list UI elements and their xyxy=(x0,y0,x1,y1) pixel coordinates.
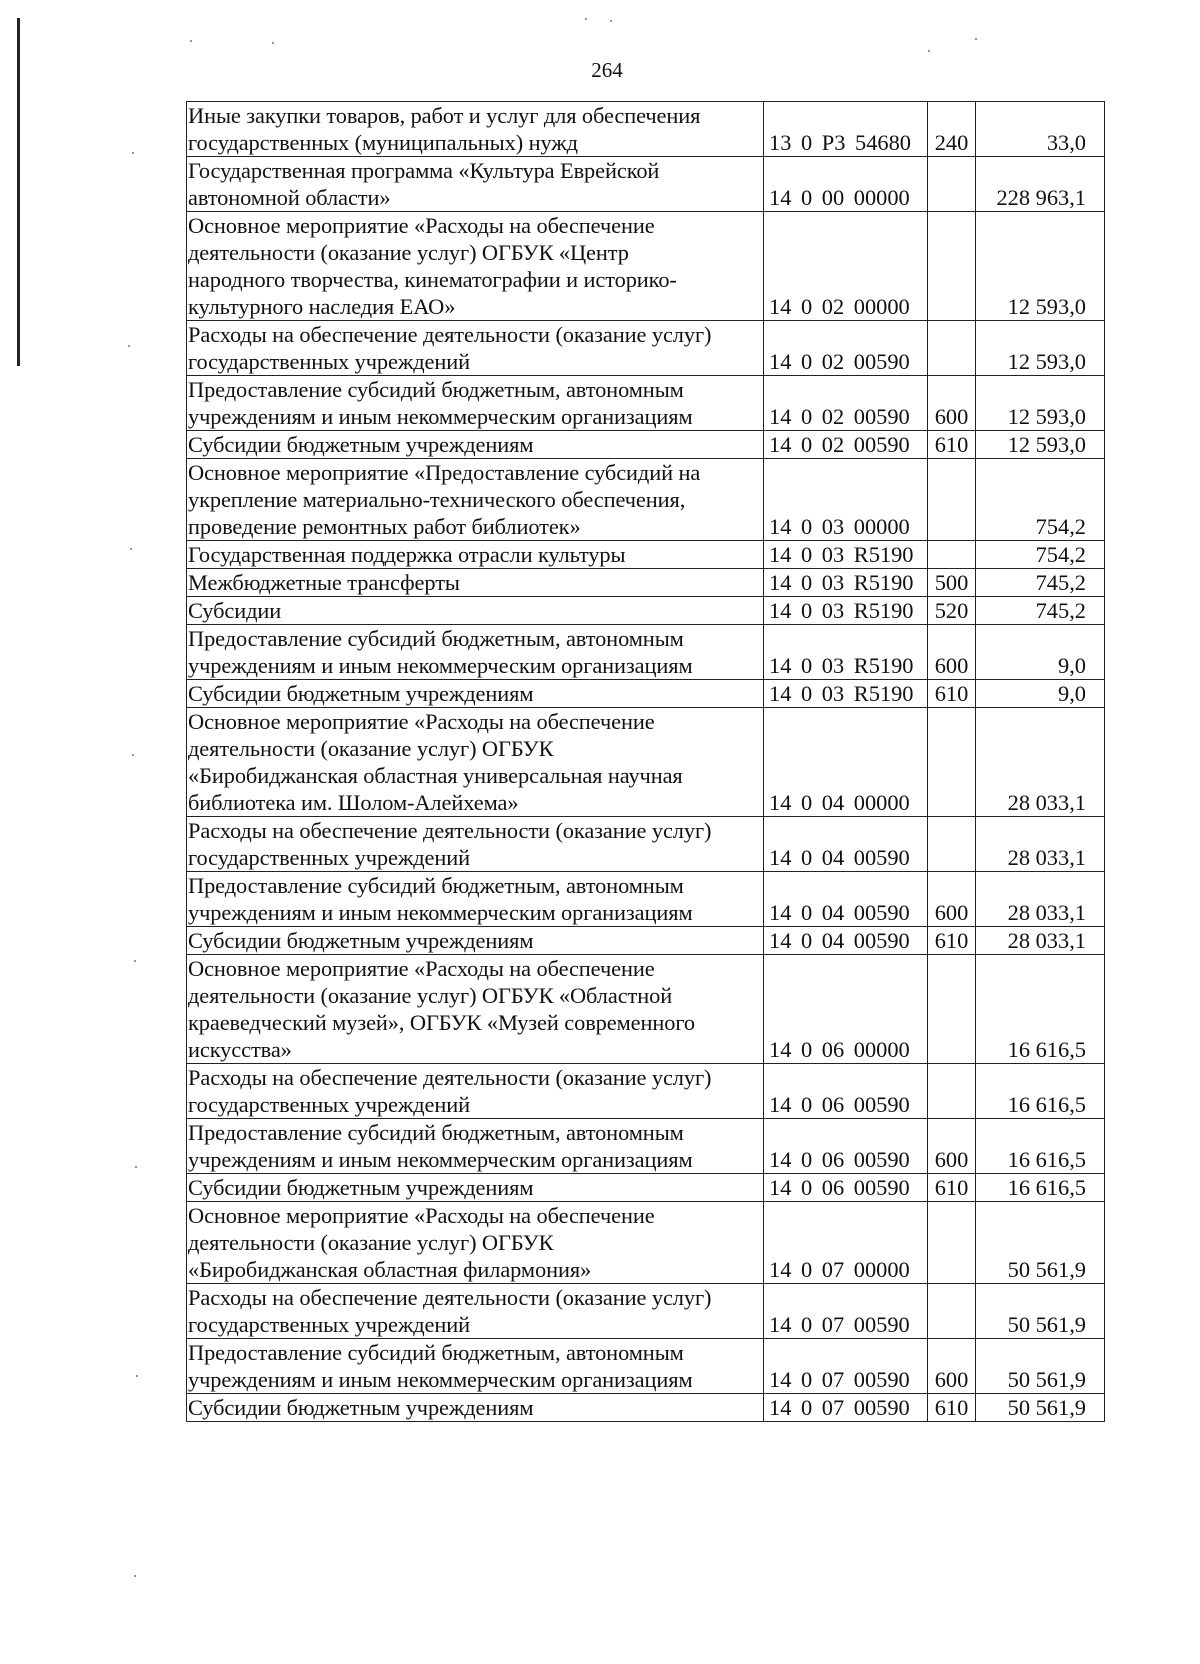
row-name-cell: Субсидии бюджетным учреждениям xyxy=(187,927,764,955)
table-row xyxy=(187,569,1105,597)
row-csr-cell: 14 0 00 00000 xyxy=(764,157,928,212)
row-vr-cell: 240 xyxy=(928,102,976,157)
row-sum-cell: 28 033,1 xyxy=(976,817,1105,872)
row-name-cell: Расходы на обеспечение деятельности (оказание услуг) государственных учреждений xyxy=(187,817,764,872)
table-row xyxy=(187,708,1105,817)
row-vr-cell xyxy=(928,459,976,541)
row-vr-cell xyxy=(928,157,976,212)
row-name-cell: Расходы на обеспечение деятельности (оказание услуг) государственных учреждений xyxy=(187,1064,764,1119)
row-csr-cell: 14 0 03 R5190 xyxy=(764,569,928,597)
table-row xyxy=(187,1339,1105,1394)
row-sum-cell: 16 616,5 xyxy=(976,1174,1105,1202)
table-row xyxy=(187,102,1105,157)
row-csr-cell: 14 0 04 00590 xyxy=(764,872,928,927)
row-sum-cell: 28 033,1 xyxy=(976,927,1105,955)
scan-speck xyxy=(134,1575,136,1577)
table-row xyxy=(187,1202,1105,1284)
table-row xyxy=(187,157,1105,212)
row-csr-cell: 14 0 06 00590 xyxy=(764,1064,928,1119)
scan-speck xyxy=(132,754,134,756)
row-sum-cell: 745,2 xyxy=(976,569,1105,597)
row-csr-cell: 14 0 07 00000 xyxy=(764,1202,928,1284)
table-row xyxy=(187,1394,1105,1422)
row-name-cell: Основное мероприятие «Предоставление субсидий на укрепление материально-технического обеспечения, проведение ремонтных работ библиотек» xyxy=(187,459,764,541)
row-sum-cell: 16 616,5 xyxy=(976,955,1105,1064)
row-csr-cell: 14 0 04 00590 xyxy=(764,927,928,955)
row-sum-cell: 12 593,0 xyxy=(976,376,1105,431)
row-name-cell: Предоставление субсидий бюджетным, автономным учреждениям и иным некоммерческим организациям xyxy=(187,872,764,927)
table-row xyxy=(187,817,1105,872)
table-row xyxy=(187,1119,1105,1174)
row-csr-cell: 14 0 02 00590 xyxy=(764,431,928,459)
row-vr-cell xyxy=(928,212,976,321)
row-vr-cell: 610 xyxy=(928,431,976,459)
row-csr-cell: 14 0 03 R5190 xyxy=(764,625,928,680)
row-sum-cell: 16 616,5 xyxy=(976,1064,1105,1119)
row-vr-cell: 610 xyxy=(928,680,976,708)
row-vr-cell: 600 xyxy=(928,1119,976,1174)
row-vr-cell: 500 xyxy=(928,569,976,597)
row-name-cell: Государственная программа «Культура Еврейской автономной области» xyxy=(187,157,764,212)
row-csr-cell: 14 0 04 00590 xyxy=(764,817,928,872)
scan-speck xyxy=(272,42,274,44)
row-csr-cell: 14 0 07 00590 xyxy=(764,1339,928,1394)
row-name-cell: Основное мероприятие «Расходы на обеспечение деятельности (оказание услуг) ОГБУК «Биробиджанская областная универсальная научная библиотека им. Шолом-Алейхема» xyxy=(187,708,764,817)
row-vr-cell: 600 xyxy=(928,625,976,680)
row-sum-cell: 9,0 xyxy=(976,625,1105,680)
row-sum-cell: 33,0 xyxy=(976,102,1105,157)
row-vr-cell: 610 xyxy=(928,1174,976,1202)
scan-speck xyxy=(585,18,587,20)
row-csr-cell: 14 0 02 00000 xyxy=(764,212,928,321)
row-name-cell: Расходы на обеспечение деятельности (оказание услуг) государственных учреждений xyxy=(187,1284,764,1339)
page-number: 264 xyxy=(591,58,623,82)
row-sum-cell: 50 561,9 xyxy=(976,1284,1105,1339)
row-vr-cell xyxy=(928,817,976,872)
row-sum-cell: 754,2 xyxy=(976,541,1105,569)
row-sum-cell: 28 033,1 xyxy=(976,708,1105,817)
table-row xyxy=(187,625,1105,680)
row-csr-cell: 14 0 03 R5190 xyxy=(764,680,928,708)
scan-speck xyxy=(132,152,134,154)
row-name-cell: Предоставление субсидий бюджетным, автономным учреждениям и иным некоммерческим организациям xyxy=(187,1339,764,1394)
row-sum-cell: 754,2 xyxy=(976,459,1105,541)
row-vr-cell xyxy=(928,541,976,569)
row-vr-cell xyxy=(928,708,976,817)
row-sum-cell: 745,2 xyxy=(976,597,1105,625)
table-row xyxy=(187,955,1105,1064)
table-row xyxy=(187,597,1105,625)
row-name-cell: Предоставление субсидий бюджетным, автономным учреждениям и иным некоммерческим организациям xyxy=(187,376,764,431)
row-sum-cell: 12 593,0 xyxy=(976,212,1105,321)
row-sum-cell: 228 963,1 xyxy=(976,157,1105,212)
row-csr-cell: 14 0 07 00590 xyxy=(764,1284,928,1339)
row-vr-cell: 600 xyxy=(928,376,976,431)
row-sum-cell: 28 033,1 xyxy=(976,872,1105,927)
row-csr-cell: 14 0 07 00590 xyxy=(764,1394,928,1422)
table-row xyxy=(187,376,1105,431)
table-row xyxy=(187,212,1105,321)
row-name-cell: Субсидии бюджетным учреждениям xyxy=(187,431,764,459)
scan-speck xyxy=(190,40,192,42)
row-vr-cell xyxy=(928,1064,976,1119)
row-sum-cell: 50 561,9 xyxy=(976,1339,1105,1394)
row-sum-cell: 50 561,9 xyxy=(976,1202,1105,1284)
row-vr-cell xyxy=(928,955,976,1064)
table-row xyxy=(187,1174,1105,1202)
table-row xyxy=(187,680,1105,708)
row-sum-cell: 12 593,0 xyxy=(976,431,1105,459)
scan-speck xyxy=(135,1166,137,1168)
scan-speck xyxy=(134,960,136,962)
row-name-cell: Субсидии бюджетным учреждениям xyxy=(187,1174,764,1202)
table-row xyxy=(187,872,1105,927)
table-row xyxy=(187,1284,1105,1339)
scan-speck xyxy=(130,548,132,550)
row-name-cell: Государственная поддержка отрасли культуры xyxy=(187,541,764,569)
row-name-cell: Иные закупки товаров, работ и услуг для обеспечения государственных (муниципальных) нужд xyxy=(187,102,764,157)
row-vr-cell: 600 xyxy=(928,1339,976,1394)
row-vr-cell: 600 xyxy=(928,872,976,927)
row-name-cell: Субсидии бюджетным учреждениям xyxy=(187,1394,764,1422)
budget-table xyxy=(186,101,1105,1422)
row-csr-cell: 14 0 06 00590 xyxy=(764,1119,928,1174)
row-name-cell: Основное мероприятие «Расходы на обеспечение деятельности (оказание услуг) ОГБУК «Областной краеведческий музей», ОГБУК «Музей современного искусства» xyxy=(187,955,764,1064)
table-row xyxy=(187,459,1105,541)
row-csr-cell: 14 0 03 R5190 xyxy=(764,541,928,569)
row-csr-cell: 14 0 02 00590 xyxy=(764,376,928,431)
row-name-cell: Субсидии бюджетным учреждениям xyxy=(187,680,764,708)
scan-speck xyxy=(975,38,977,40)
row-vr-cell xyxy=(928,1202,976,1284)
row-sum-cell: 50 561,9 xyxy=(976,1394,1105,1422)
budget-table-body xyxy=(187,102,1105,1422)
scan-speck xyxy=(610,20,612,22)
table-row xyxy=(187,431,1105,459)
row-name-cell: Межбюджетные трансферты xyxy=(187,569,764,597)
row-name-cell: Основное мероприятие «Расходы на обеспечение деятельности (оказание услуг) ОГБУК «Биробиджанская областная филармония» xyxy=(187,1202,764,1284)
row-name-cell: Субсидии xyxy=(187,597,764,625)
row-csr-cell: 14 0 02 00590 xyxy=(764,321,928,376)
table-row xyxy=(187,1064,1105,1119)
table-row xyxy=(187,541,1105,569)
row-sum-cell: 9,0 xyxy=(976,680,1105,708)
row-name-cell: Расходы на обеспечение деятельности (оказание услуг) государственных учреждений xyxy=(187,321,764,376)
row-csr-cell: 14 0 03 00000 xyxy=(764,459,928,541)
row-name-cell: Основное мероприятие «Расходы на обеспечение деятельности (оказание услуг) ОГБУК «Центр народного творчества, кинематографии и историко- культурного наследия ЕАО» xyxy=(187,212,764,321)
row-csr-cell: 14 0 06 00590 xyxy=(764,1174,928,1202)
row-vr-cell: 610 xyxy=(928,927,976,955)
row-vr-cell: 520 xyxy=(928,597,976,625)
row-sum-cell: 12 593,0 xyxy=(976,321,1105,376)
budget-table-container xyxy=(186,101,1104,1422)
row-sum-cell: 16 616,5 xyxy=(976,1119,1105,1174)
row-csr-cell: 14 0 04 00000 xyxy=(764,708,928,817)
row-vr-cell xyxy=(928,321,976,376)
row-vr-cell xyxy=(928,1284,976,1339)
table-row xyxy=(187,321,1105,376)
row-vr-cell: 610 xyxy=(928,1394,976,1422)
scan-speck xyxy=(928,50,930,52)
row-name-cell: Предоставление субсидий бюджетным, автономным учреждениям и иным некоммерческим организациям xyxy=(187,1119,764,1174)
scan-speck xyxy=(136,1375,138,1377)
table-row xyxy=(187,927,1105,955)
row-name-cell: Предоставление субсидий бюджетным, автономным учреждениям и иным некоммерческим организациям xyxy=(187,625,764,680)
scan-speck xyxy=(128,345,130,347)
row-csr-cell: 13 0 Р3 54680 xyxy=(764,102,928,157)
row-csr-cell: 14 0 06 00000 xyxy=(764,955,928,1064)
row-csr-cell: 14 0 03 R5190 xyxy=(764,597,928,625)
